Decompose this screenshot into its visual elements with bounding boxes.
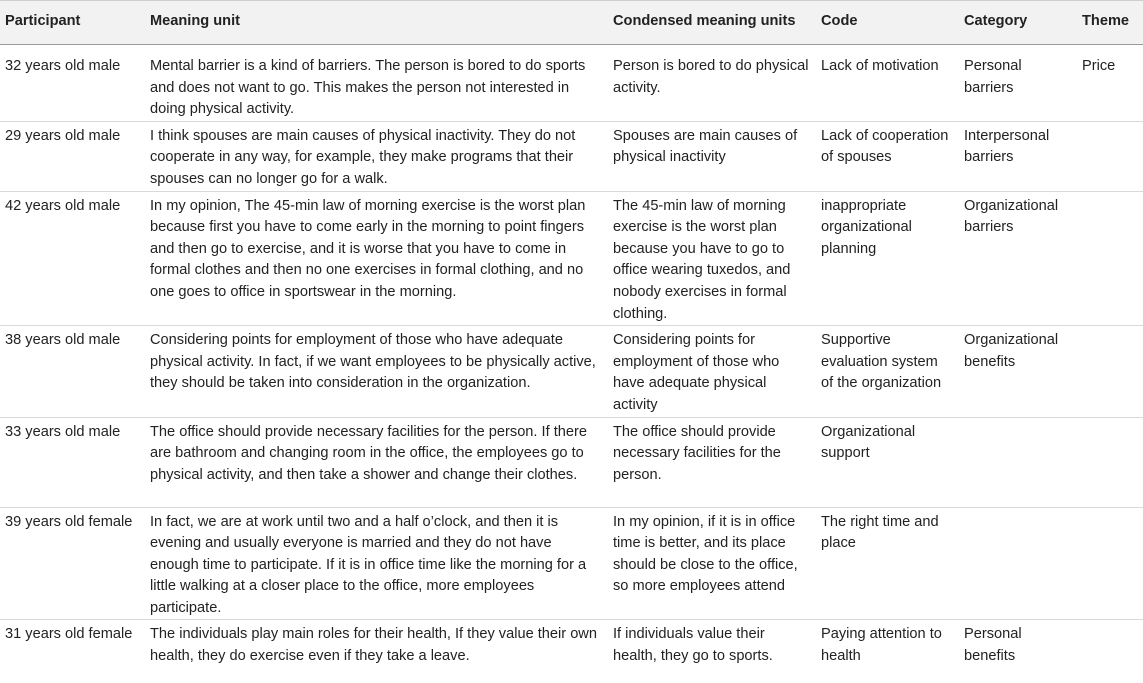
cell-category: Organizational barriers: [964, 197, 1059, 236]
cell-code: inappropriate organizational planning: [821, 197, 912, 257]
header-meaning-unit: Meaning unit: [150, 13, 240, 29]
table-row: [0, 326, 1143, 417]
cell-condensed: Spouses are main causes of physical inactivity: [613, 127, 798, 166]
cell-meaning-unit: Mental barrier is a kind of barriers. The person is bored to do sports and does not want to go. This makes the person not interested in doing physical activity.: [150, 58, 586, 118]
table-row: [0, 121, 1143, 191]
table-header: [0, 1, 1143, 45]
header-theme: Theme: [1082, 13, 1130, 29]
header-row: [0, 1, 1143, 45]
cell-meaning-unit: The individuals play main roles for their health, If they value their own health, they do exercise even if they take a leave.: [150, 626, 597, 665]
table-body: [0, 45, 1143, 670]
cell-code: Lack of cooperation of spouses: [821, 127, 949, 166]
cell-meaning-unit: Considering points for employment of those who have adequate physical activity. In fact, if we want employees to be physically active, they should be taken into consideration in the organization.: [150, 332, 596, 392]
cell-code: The right time and place: [821, 513, 939, 552]
cell-theme: [1077, 417, 1143, 507]
cell-participant: 33 years old male: [5, 423, 121, 440]
cell-category: [959, 417, 1077, 507]
cell-condensed: Considering points for employment of those who have adequate physical activity: [613, 332, 780, 413]
cell-participant: 32 years old male: [5, 58, 121, 74]
cell-meaning-unit: In my opinion, The 45-min law of morning exercise is the worst plan because first you have to come early in the morning to point fingers and then go to exercise, and it is worse that you have to come in formal clothes and then no one exercises in formal clothing, and no one goes to office in sportswear in the morning.: [150, 197, 586, 300]
cell-code: Paying attention to health: [821, 626, 942, 665]
cell-participant: 31 years old female: [5, 626, 133, 643]
cell-theme: [1077, 507, 1143, 620]
cell-participant: 42 years old male: [5, 197, 121, 214]
table-row: [0, 191, 1143, 326]
cell-participant: 39 years old female: [5, 513, 133, 530]
cell-theme: [1077, 121, 1143, 191]
cell-code: Supportive evaluation system of the organization: [821, 332, 942, 392]
cell-meaning-unit: I think spouses are main causes of physical inactivity. They do not cooperate in any way, for example, they make programs that their spouses can no longer go for a walk.: [150, 127, 576, 187]
cell-category: Organizational benefits: [964, 332, 1059, 370]
cell-condensed: If individuals value their health, they go to sports.: [613, 626, 773, 665]
header-participant: Participant: [5, 13, 81, 29]
header-code: Code: [821, 13, 858, 29]
cell-code: Organizational support: [821, 423, 916, 462]
cell-theme: [1077, 191, 1143, 326]
cell-participant: 38 years old male: [5, 332, 121, 349]
table-row: [0, 620, 1143, 670]
cell-category: Interpersonal barriers: [964, 127, 1050, 166]
cell-condensed: The 45-min law of morning exercise is the worst plan because you have to go to office wearing tuxedos, and nobody exercises in formal clothing.: [613, 197, 791, 322]
cell-participant: 29 years old male: [5, 127, 121, 144]
cell-theme: Price: [1082, 58, 1116, 74]
table-row: [0, 507, 1143, 620]
cell-category: [959, 507, 1077, 620]
header-condensed-meaning-units: Condensed meaning units: [613, 13, 796, 29]
cell-theme: [1077, 620, 1143, 670]
cell-meaning-unit: The office should provide necessary facilities for the person. If there are bathroom and changing room in the office, the employees go to physical activity, and then take a shower and change their clothes.: [150, 423, 587, 483]
cell-condensed: In my opinion, if it is in office time is better, and its place should be close to the office, so more employees attend: [613, 513, 798, 595]
table-row: [0, 45, 1143, 122]
cell-condensed: Person is bored to do physical activity.: [613, 58, 809, 96]
header-category: Category: [964, 13, 1028, 29]
cell-code: Lack of motivation: [821, 58, 939, 74]
cell-theme: [1077, 326, 1143, 417]
cell-category: Personal barriers: [964, 58, 1022, 96]
cell-condensed: The office should provide necessary facilities for the person.: [613, 423, 781, 483]
cell-category: Personal benefits: [964, 626, 1022, 665]
table-row: [0, 417, 1143, 507]
cell-meaning-unit: In fact, we are at work until two and a half o’clock, and then it is evening and usually everyone is married and they do not have enough time to participate. If it is in office time like the morning for a little walking at a closer place to the office, more employees participate.: [150, 513, 587, 616]
